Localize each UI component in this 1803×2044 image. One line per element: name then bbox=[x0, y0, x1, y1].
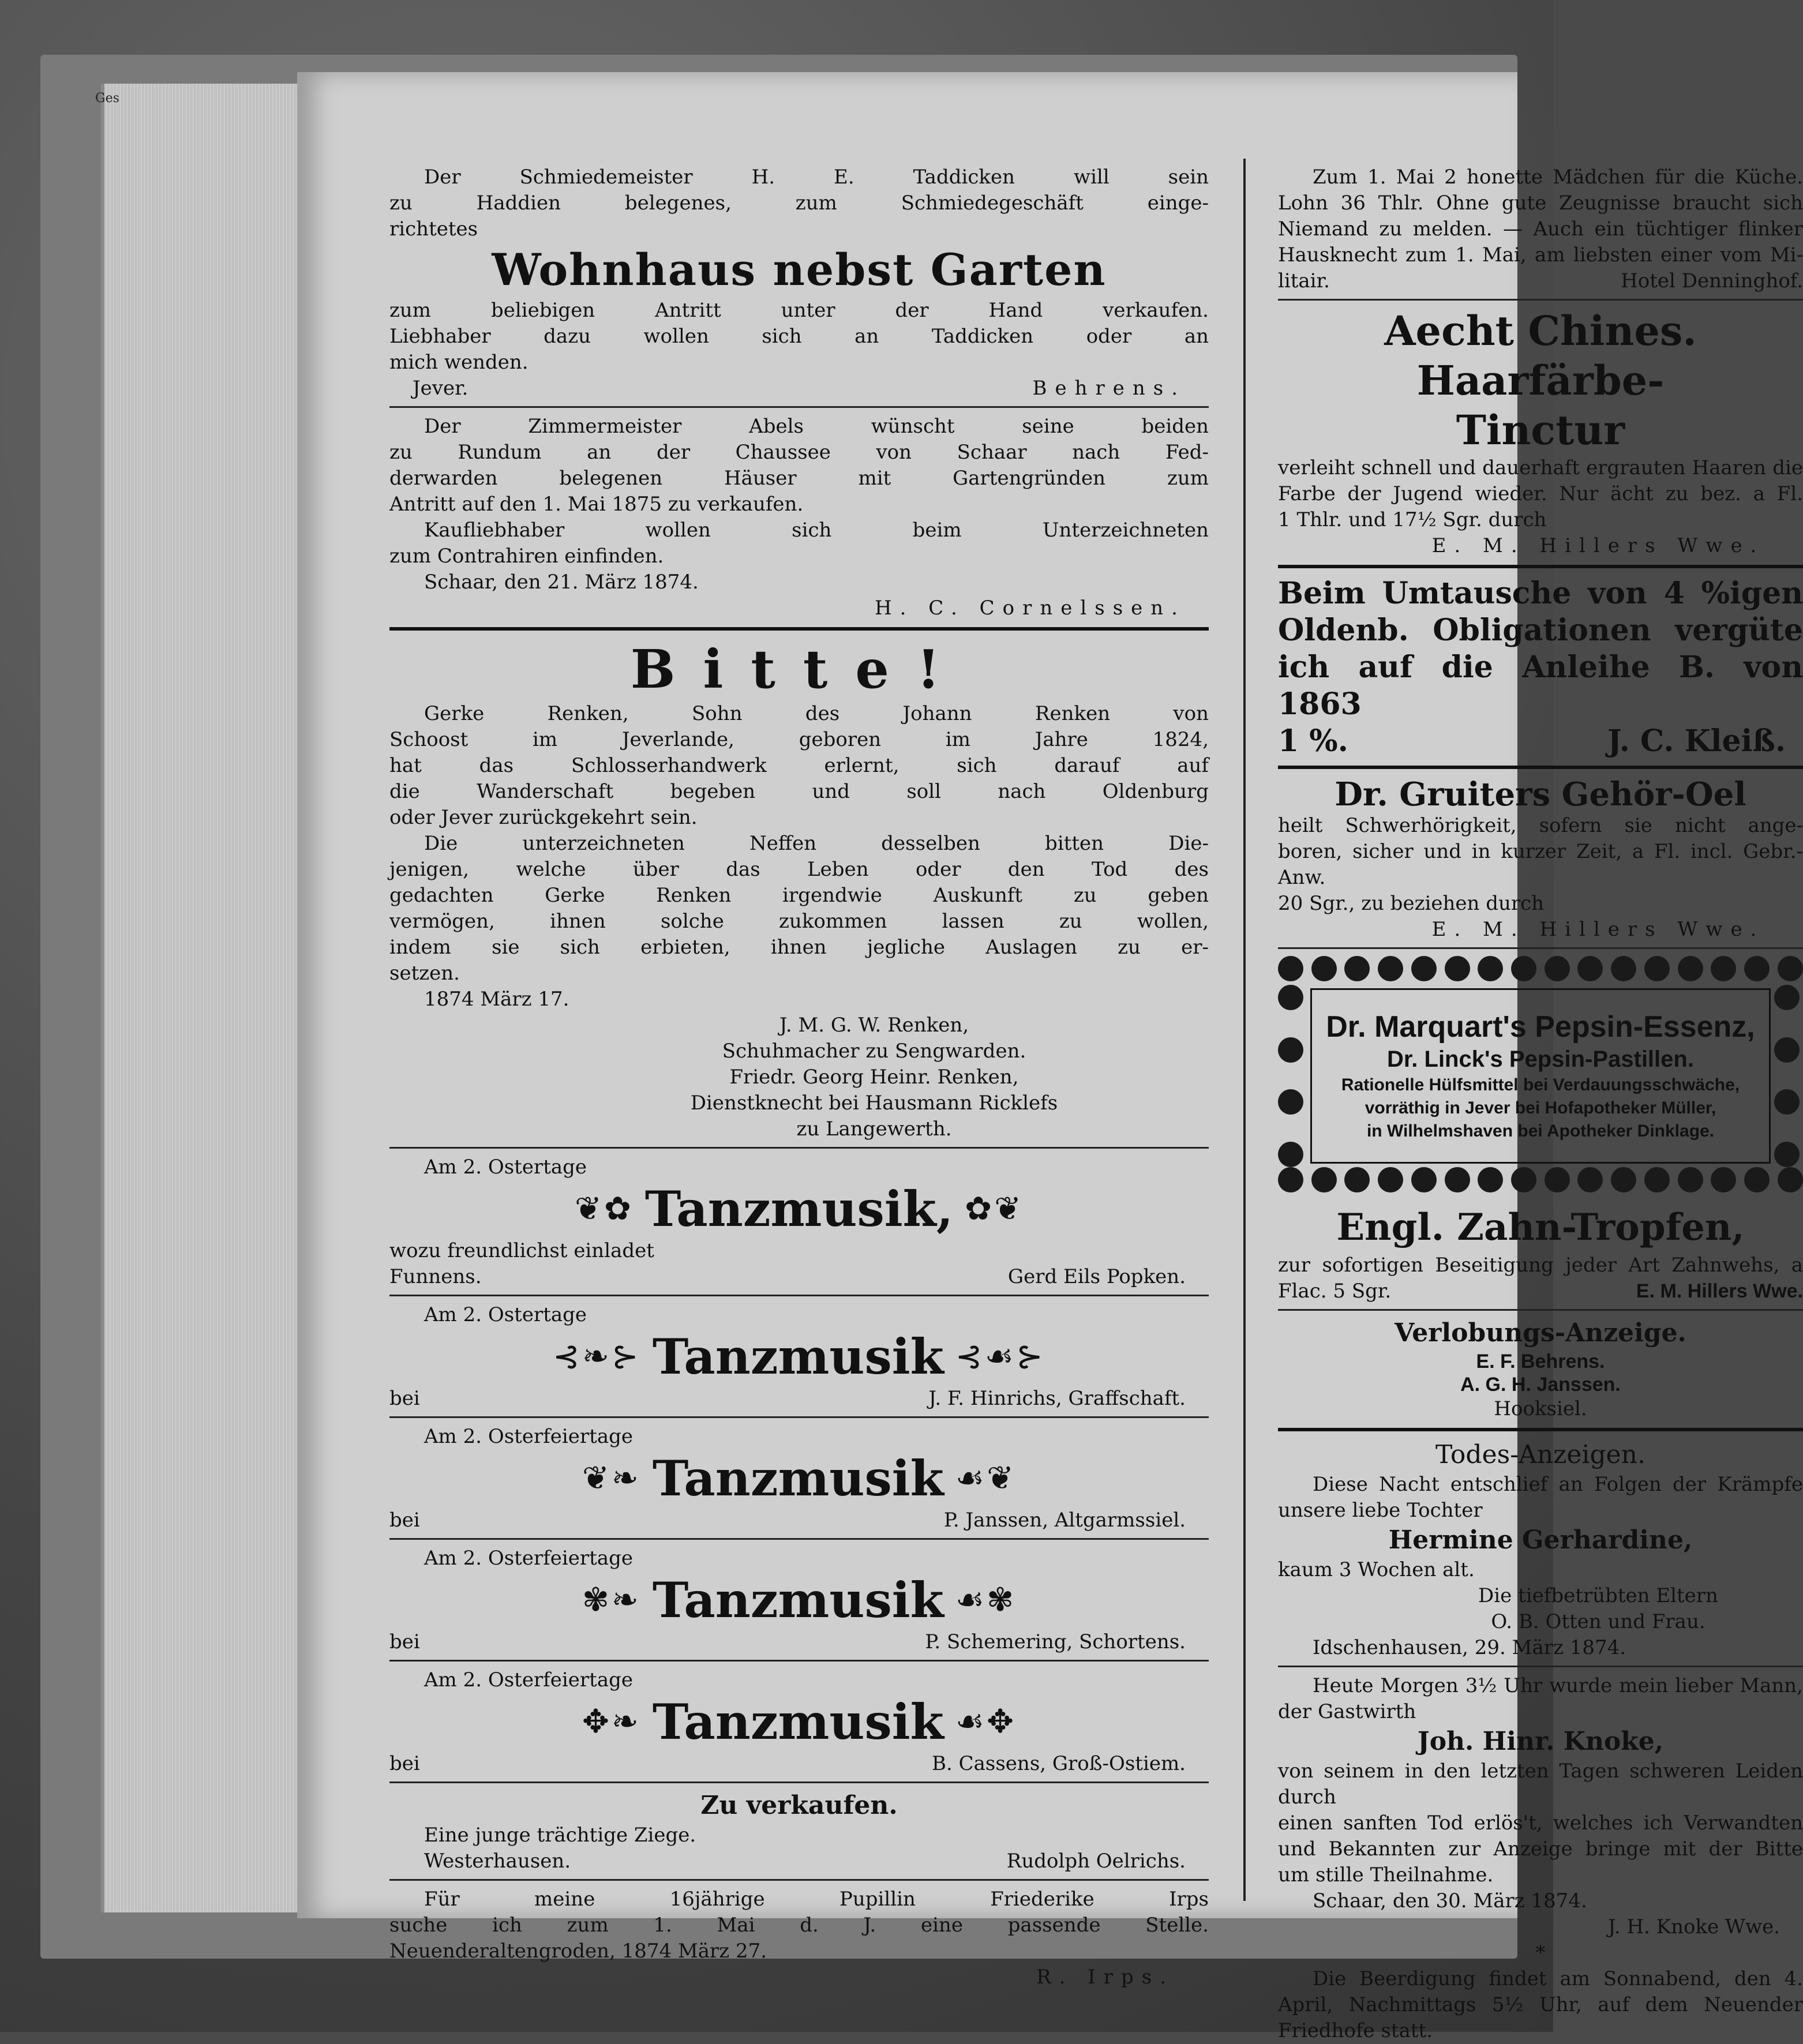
signer: Friedr. Georg Heinr. Renken, bbox=[729, 1066, 1019, 1089]
signer: J. M. G. W. Renken, bbox=[779, 1014, 969, 1037]
ornament-icon: ❦❧ bbox=[582, 1460, 641, 1497]
ornament-icon: ✾❧ bbox=[582, 1581, 641, 1619]
text-line: Friedhofe statt. bbox=[1278, 2019, 1433, 2042]
dot-ornament bbox=[1411, 1167, 1437, 1192]
signer: E. M. Hillers Wwe. bbox=[1431, 534, 1765, 557]
place: Jever. bbox=[413, 377, 468, 400]
left-column bbox=[389, 164, 1209, 1990]
date: Schaar, den 21. März 1874. bbox=[424, 571, 699, 594]
ad-tanzmusik-2 bbox=[389, 1302, 1209, 1412]
signer: Die tiefbetrübten Eltern bbox=[1478, 1584, 1718, 1607]
ornament-icon: ☙❦ bbox=[955, 1460, 1016, 1497]
text-line: oder Jever zurückgekehrt sein. bbox=[389, 806, 698, 829]
dot-ornament bbox=[1644, 1167, 1670, 1192]
dot-ornament bbox=[1778, 956, 1803, 981]
divider bbox=[1278, 565, 1803, 568]
headline: Todes-Anzeigen. bbox=[1435, 1440, 1645, 1469]
text-line: unsere liebe Tochter bbox=[1278, 1499, 1483, 1522]
ad-gruiters bbox=[1278, 776, 1803, 943]
tanz-headline-row bbox=[389, 1572, 1209, 1629]
ad-kleiss bbox=[1278, 575, 1803, 760]
text-line: Liebhaber dazu wollen sich an Taddicken oder an bbox=[389, 325, 1209, 348]
text-line: Rationelle Hülfsmittel bei Verdauungsschwäche, bbox=[1341, 1075, 1740, 1094]
dot-ornament bbox=[1711, 1167, 1736, 1192]
signer: E. M. Hillers Wwe. bbox=[1431, 918, 1765, 941]
signer: E. M. Hillers Wwe. bbox=[1636, 1280, 1803, 1302]
ad-tanzmusik-3 bbox=[389, 1424, 1209, 1533]
divider bbox=[1278, 766, 1803, 769]
text-line: indem sie sich erbieten, ihnen jegliche Auslagen zu er- bbox=[389, 936, 1209, 959]
text-line: heilt Schwerhörigkeit, sofern sie nicht ange- bbox=[1278, 814, 1803, 837]
text-line: die Wanderschaft begeben und soll nach Oldenburg bbox=[389, 780, 1209, 803]
text-line: um stille Theilnahme. bbox=[1278, 1863, 1494, 1887]
signer: B. Cassens, Groß-Ostiem. bbox=[932, 1752, 1186, 1775]
text-line: Diese Nacht entschlief an Folgen der Krämpfe bbox=[1313, 1473, 1803, 1496]
signer: O. B. Otten und Frau. bbox=[1491, 1610, 1705, 1633]
divider bbox=[389, 406, 1209, 408]
ornament-icon: ☙✥ bbox=[955, 1703, 1016, 1741]
text-line: setzen. bbox=[389, 962, 460, 985]
place: Funnens. bbox=[389, 1265, 482, 1288]
dot-ornament bbox=[1311, 1167, 1337, 1192]
dot-ornament bbox=[1411, 956, 1437, 981]
text-line: April, Nachmittags 5½ Uhr, auf dem Neuender bbox=[1278, 1993, 1803, 2016]
label: bei bbox=[389, 1752, 420, 1775]
dot-ornament bbox=[1774, 985, 1800, 1010]
dot-ornament bbox=[1344, 956, 1370, 981]
headline: Tanzmusik, bbox=[644, 1180, 954, 1237]
text-line: Beim Umtausche von 4 %igen bbox=[1278, 576, 1803, 611]
headline: Zu verkaufen. bbox=[700, 1791, 898, 1820]
page-edges bbox=[101, 84, 303, 1912]
dot-ornament bbox=[1778, 1167, 1803, 1192]
headline: Aecht Chines. Haarfärbe- bbox=[1384, 307, 1697, 404]
text-line: zu Haddien belegenes, zum Schmiedegeschäft einge- bbox=[389, 192, 1209, 215]
text-line: Farbe der Jugend wieder. Nur ächt zu bez. a Fl. bbox=[1278, 482, 1803, 505]
text-line: Die unterzeichneten Neffen desselben bitten Die- bbox=[424, 832, 1209, 855]
ad-todes-knoke bbox=[1278, 1673, 1803, 2044]
dot-ornament bbox=[1644, 956, 1670, 981]
dot-ornament bbox=[1344, 1167, 1370, 1192]
dot-border bbox=[1774, 985, 1803, 1167]
ad-verlobung bbox=[1278, 1317, 1803, 1422]
signer: R. Irps. bbox=[1036, 1966, 1174, 1989]
text-line: 1 %. bbox=[1278, 723, 1348, 759]
text-line: suche ich zum 1. Mai d. J. eine passende Stelle. bbox=[389, 1914, 1209, 1937]
divider bbox=[1278, 947, 1803, 949]
signer: Rudolph Oelrichs. bbox=[1006, 1850, 1186, 1873]
right-column bbox=[1278, 164, 1803, 2044]
label: bei bbox=[389, 1387, 420, 1410]
ornament-icon: ⊰❧⊱ bbox=[553, 1338, 641, 1375]
text-line: Niemand zu melden. — Auch ein tüchtiger flinker bbox=[1278, 217, 1803, 241]
date: Schaar, den 30. März 1874. bbox=[1313, 1889, 1587, 1912]
newspaper-page bbox=[297, 72, 1803, 2042]
divider bbox=[1278, 1309, 1803, 1311]
tanz-headline-row bbox=[389, 1328, 1209, 1386]
ornament-icon: ✿❦ bbox=[965, 1190, 1024, 1228]
divider bbox=[1278, 1666, 1803, 1667]
date: 1874 März 17. bbox=[424, 988, 569, 1011]
ad-marquart-box bbox=[1278, 956, 1803, 1196]
text-line: zum beliebigen Antritt unter der Hand verkaufen. bbox=[389, 299, 1209, 322]
ornament-icon: ✥❧ bbox=[582, 1703, 641, 1741]
headline: Tanzmusik bbox=[652, 1572, 944, 1629]
dot-ornament bbox=[1311, 956, 1337, 981]
signer: Hotel Denninghof. bbox=[1621, 269, 1803, 292]
intro: Am 2. Osterfeiertage bbox=[424, 1425, 633, 1448]
text-line: in Wilhelmshaven bei Apotheker Dinklage. bbox=[1366, 1122, 1715, 1141]
dot-ornament bbox=[1278, 956, 1303, 981]
text-line: der Gastwirth bbox=[1278, 1700, 1416, 1723]
text-line: Die Beerdigung findet am Sonnabend, den 4. bbox=[1313, 1967, 1803, 1990]
text-line: Hooksiel. bbox=[1494, 1397, 1587, 1420]
ornament-icon: ⊰☙⊱ bbox=[955, 1338, 1045, 1375]
headline: Bitte! bbox=[630, 638, 968, 700]
dot-border bbox=[1278, 1167, 1803, 1196]
tanz-headline-row bbox=[389, 1180, 1209, 1238]
dot-ornament bbox=[1774, 1142, 1800, 1167]
text-line: Der Schmiedemeister H. E. Taddicken will sein bbox=[424, 166, 1209, 189]
dot-ornament bbox=[1378, 956, 1403, 981]
divider bbox=[1278, 299, 1803, 301]
divider bbox=[389, 1295, 1209, 1296]
ad-zu-verkaufen bbox=[389, 1789, 1209, 1874]
intro: Am 2. Osterfeiertage bbox=[424, 1547, 633, 1570]
headline: Engl. Zahn-Tropfen, bbox=[1336, 1206, 1745, 1249]
signer: H. C. Cornelssen. bbox=[874, 597, 1186, 620]
text-line: Gerke Renken, Sohn des Johann Renken von bbox=[424, 702, 1209, 725]
text-line: zum Contrahiren einfinden. bbox=[389, 545, 664, 568]
dot-ornament bbox=[1545, 1167, 1570, 1192]
text-line: A. G. H. Janssen. bbox=[1460, 1374, 1621, 1396]
dot-ornament bbox=[1278, 1089, 1303, 1115]
signer-detail: Dienstknecht bei Hausmann Ricklefs bbox=[690, 1092, 1058, 1115]
text-line: Hausknecht zum 1. Mai, am liebsten einer vom Mi- bbox=[1278, 243, 1803, 267]
deceased-name: Joh. Hinr. Knoke, bbox=[1417, 1727, 1664, 1756]
headline: Verlobungs-Anzeige. bbox=[1395, 1318, 1686, 1348]
headline: Dr. Marquart's Pepsin-Essenz, bbox=[1326, 1010, 1755, 1044]
dot-border bbox=[1278, 956, 1803, 985]
dot-ornament bbox=[1445, 956, 1470, 981]
place: Westerhausen. bbox=[424, 1850, 571, 1873]
text-line: Der Zimmermeister Abels wünscht seine beiden bbox=[424, 415, 1209, 438]
date: Idschenhausen, 29. März 1874. bbox=[1313, 1636, 1626, 1659]
intro: Am 2. Osterfeiertage bbox=[424, 1668, 633, 1692]
text-line: boren, sicher und in kurzer Zeit, a Fl. incl. Gebr.-Anw. bbox=[1278, 840, 1803, 889]
text-line: hat das Schlosserhandwerk erlernt, sich darauf auf bbox=[389, 754, 1209, 777]
headline: Tanzmusik bbox=[652, 1693, 944, 1750]
headline: Tanzmusik bbox=[652, 1328, 944, 1385]
text-line: kaum 3 Wochen alt. bbox=[1278, 1558, 1475, 1581]
dot-ornament bbox=[1678, 1167, 1703, 1192]
text-line: und Bekannten zur Anzeige bringe mit der Bitte bbox=[1278, 1837, 1803, 1861]
text-line: Lohn 36 Thlr. Ohne gute Zeugnisse braucht sich bbox=[1278, 192, 1803, 215]
text-line: zur sofortigen Beseitigung jeder Art Zahnwehs, a bbox=[1278, 1254, 1803, 1277]
text-line: ich auf die Anleihe B. von 1863 bbox=[1278, 650, 1803, 722]
text-line: Schoost im Jeverlande, geboren im Jahre 1824, bbox=[389, 728, 1209, 751]
dot-ornament bbox=[1278, 1142, 1303, 1167]
text-line: mich wenden. bbox=[389, 351, 528, 374]
text-line: vorräthig in Jever bei Hofapotheker Müller, bbox=[1365, 1098, 1716, 1117]
text-line: richtetes bbox=[389, 217, 478, 241]
ad-tanzmusik-5 bbox=[389, 1667, 1209, 1777]
dot-ornament bbox=[1445, 1167, 1470, 1192]
text-line: jenigen, welche über das Leben oder den Tod des bbox=[389, 858, 1209, 881]
text-line: Oldenb. Obligationen vergüte bbox=[1278, 613, 1803, 648]
text-line: Flac. 5 Sgr. bbox=[1278, 1280, 1392, 1303]
corner-label: Ges bbox=[95, 91, 119, 106]
signer: J. H. Knoke Wwe. bbox=[1607, 1915, 1780, 1938]
column-divider bbox=[1243, 159, 1246, 1901]
headline: Wohnhaus nebst Garten bbox=[492, 244, 1107, 295]
ad-marquart-content bbox=[1310, 988, 1771, 1164]
ad-todes-otten bbox=[1278, 1438, 1803, 1661]
text-line: vermögen, ihnen solche zukommen lassen zu wollen, bbox=[389, 910, 1209, 933]
dot-ornament bbox=[1577, 1167, 1603, 1192]
signer-detail: Schuhmacher zu Sengwarden. bbox=[722, 1040, 1026, 1063]
ad-irps bbox=[389, 1887, 1209, 1990]
dot-ornament bbox=[1278, 985, 1303, 1010]
dot-ornament bbox=[1278, 1167, 1303, 1192]
divider bbox=[389, 627, 1209, 631]
text-line: gedachten Gerke Renken irgendwie Auskunft zu geben bbox=[389, 884, 1209, 907]
text-line: litair. bbox=[1278, 269, 1330, 292]
text-line: von seinem in den letzten Tagen schweren Leiden durch bbox=[1278, 1760, 1803, 1809]
dot-ornament bbox=[1744, 1167, 1770, 1192]
headline: Tanzmusik bbox=[652, 1450, 944, 1507]
ad-denninghof bbox=[1278, 164, 1803, 294]
ad-abels bbox=[389, 414, 1209, 621]
signer: J. F. Hinrichs, Graffschaft. bbox=[928, 1387, 1186, 1410]
deceased-name: Hermine Gerhardine, bbox=[1388, 1525, 1693, 1555]
divider bbox=[1278, 1428, 1803, 1431]
text-line: derwarden belegenen Häuser mit Gartengründen zum bbox=[389, 467, 1209, 490]
dot-ornament bbox=[1774, 1037, 1800, 1063]
asterisk: * bbox=[1535, 1941, 1546, 1964]
dot-ornament bbox=[1378, 1167, 1403, 1192]
ornament-icon: ☙✾ bbox=[955, 1581, 1016, 1619]
dot-ornament bbox=[1478, 956, 1503, 981]
text-line: Zum 1. Mai 2 honette Mädchen für die Küche. bbox=[1313, 166, 1803, 189]
text-line: Antritt auf den 1. Mai 1875 zu verkaufen. bbox=[389, 493, 804, 516]
headline: Tinctur bbox=[1456, 406, 1625, 454]
signer-detail: zu Langewerth. bbox=[796, 1117, 952, 1141]
dot-ornament bbox=[1774, 1089, 1800, 1115]
tanz-headline-row bbox=[389, 1450, 1209, 1507]
ornament-icon: ❦✿ bbox=[575, 1190, 634, 1228]
divider bbox=[389, 1538, 1209, 1540]
label: bei bbox=[389, 1509, 420, 1532]
intro: Am 2. Ostertage bbox=[424, 1303, 587, 1326]
subheadline: Dr. Linck's Pepsin-Pastillen. bbox=[1387, 1047, 1694, 1072]
text-line: verleiht schnell und dauerhaft ergrauten Haaren die bbox=[1278, 456, 1803, 479]
dot-ornament bbox=[1711, 956, 1736, 981]
label: bei bbox=[389, 1630, 420, 1653]
divider bbox=[389, 1660, 1209, 1662]
ad-zahn-tropfen bbox=[1278, 1203, 1803, 1304]
tanz-headline-row bbox=[389, 1693, 1209, 1751]
divider bbox=[389, 1416, 1209, 1418]
intro: Am 2. Ostertage bbox=[424, 1156, 587, 1179]
text-line: E. F. Behrens. bbox=[1476, 1351, 1605, 1372]
ad-tanzmusik-4 bbox=[389, 1546, 1209, 1655]
dot-ornament bbox=[1744, 956, 1770, 981]
ad-bitte bbox=[389, 637, 1209, 1142]
text-line: 20 Sgr., zu beziehen durch bbox=[1278, 892, 1545, 915]
dot-ornament bbox=[1545, 956, 1570, 981]
text-line: Heute Morgen 3½ Uhr wurde mein lieber Mann, bbox=[1313, 1674, 1803, 1697]
dot-ornament bbox=[1511, 1167, 1536, 1192]
signer: J. C. Kleiß. bbox=[1607, 723, 1786, 759]
headline: Dr. Gruiters Gehör-Oel bbox=[1335, 775, 1746, 813]
text-line: zu Rundum an der Chaussee von Schaar nach Fed- bbox=[389, 441, 1209, 464]
ad-haarfaerbe bbox=[1278, 306, 1803, 559]
dot-ornament bbox=[1278, 1037, 1303, 1063]
signer: P. Janssen, Altgarmssiel. bbox=[943, 1509, 1186, 1532]
dot-ornament bbox=[1577, 956, 1603, 981]
text-line: Für meine 16jährige Pupillin Friederike Irps bbox=[424, 1888, 1209, 1911]
text-line: 1 Thlr. und 17½ Sgr. durch bbox=[1278, 508, 1547, 531]
dot-ornament bbox=[1478, 1167, 1503, 1192]
text-line: wozu freundlichst einladet bbox=[389, 1239, 654, 1262]
text-line: Eine junge trächtige Ziege. bbox=[424, 1824, 696, 1847]
ad-tanzmusik-1 bbox=[389, 1154, 1209, 1290]
ad-taddicken bbox=[389, 164, 1209, 402]
text-line: Kaufliebhaber wollen sich beim Unterzeichneten bbox=[424, 519, 1209, 542]
signer: Behrens. bbox=[1032, 377, 1186, 400]
dot-ornament bbox=[1678, 956, 1703, 981]
divider bbox=[389, 1879, 1209, 1881]
dot-ornament bbox=[1611, 1167, 1636, 1192]
text-line: einen sanften Tod erlös't, welches ich Verwandten bbox=[1278, 1812, 1803, 1835]
dot-ornament bbox=[1611, 956, 1636, 981]
divider bbox=[389, 1147, 1209, 1149]
dot-border bbox=[1278, 985, 1307, 1167]
signer: P. Schemering, Schortens. bbox=[925, 1630, 1186, 1653]
signer: Gerd Eils Popken. bbox=[1007, 1265, 1186, 1288]
divider bbox=[389, 1782, 1209, 1783]
date: Neuenderaltengroden, 1874 März 27. bbox=[389, 1940, 767, 1963]
dot-ornament bbox=[1511, 956, 1536, 981]
